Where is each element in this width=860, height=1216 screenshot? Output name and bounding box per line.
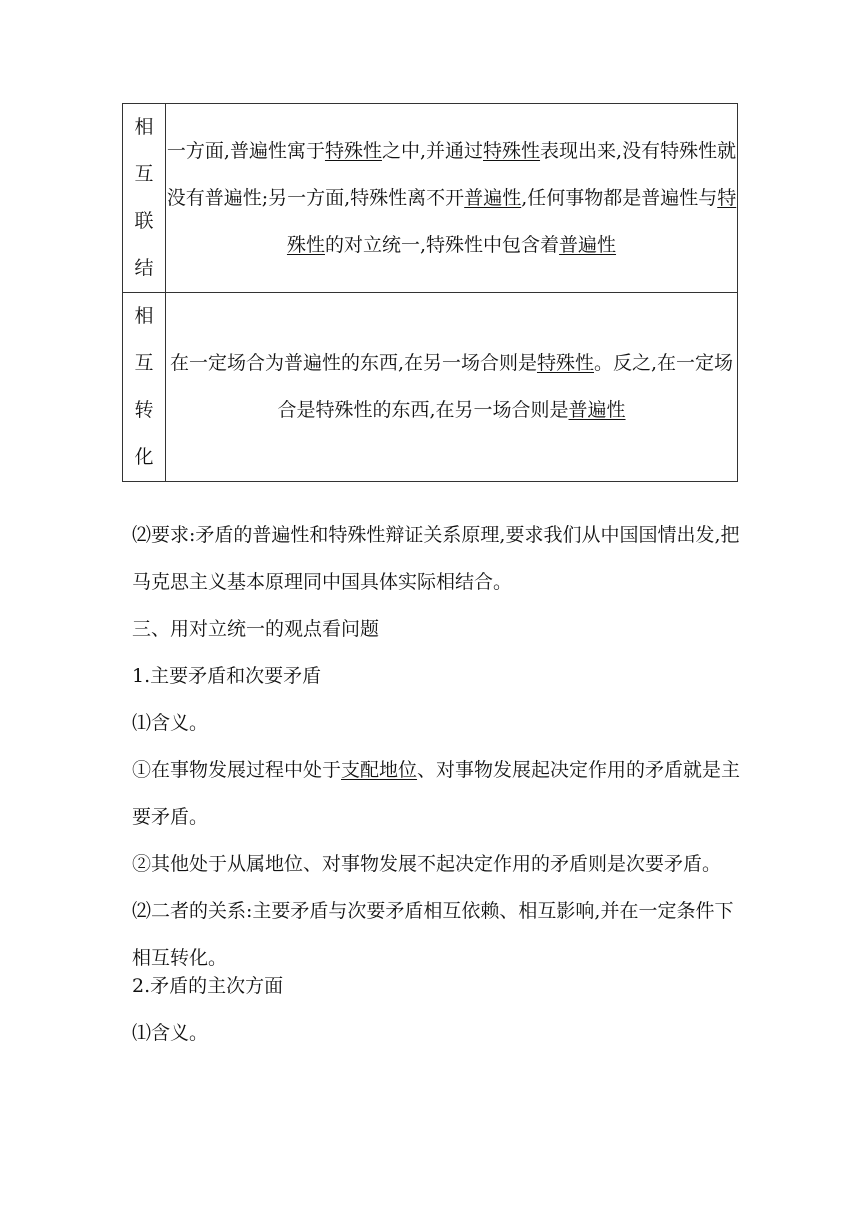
row-content-mutual-connection [166, 104, 738, 293]
text-segment: ②其他处于从属地位、对事物发展不起决定作用的矛盾则是次要矛盾。 [132, 853, 722, 875]
label-char: 互 [134, 163, 154, 185]
text-segment: 一方面,普遍性寓于 [166, 139, 325, 162]
text-segment: ①在事物发展过程中处于 [132, 759, 342, 781]
row-label-mutual-transformation [123, 293, 166, 482]
underlined-term: 普遍性 [464, 186, 522, 209]
text-segment: 表现出来,没有特殊性就没有普遍性;另一方面,特殊性离不开 [166, 139, 737, 209]
item-meaning-2 [132, 1010, 744, 1057]
relationship-table [122, 103, 738, 482]
text-segment: ⑴含义。 [132, 1022, 209, 1044]
row-content-mutual-transformation [166, 293, 738, 482]
table-row-mutual-transformation [123, 293, 738, 482]
underlined-term: 普遍性 [568, 399, 626, 421]
label-char: 结 [134, 257, 154, 279]
text-segment: 。反之,在一定场合是特殊性的东西,在另一场合则是 [277, 352, 734, 421]
underlined-term: 特殊性 [324, 139, 382, 162]
underlined-term: 特殊性 [483, 139, 541, 162]
underlined-term: 特殊性 [536, 352, 594, 374]
text-segment: 之中,并通过 [381, 139, 484, 162]
text-segment: ⑵要求:矛盾的普遍性和特殊性辩证关系原理,要求我们从中国国情出发,把马克思主义基本原理同中国具体实际相结合。 [132, 524, 740, 593]
label-char: 化 [134, 446, 154, 468]
text-segment: ⑴含义。 [132, 712, 209, 734]
text-segment: ,任何事物都是普遍性与 [521, 186, 718, 209]
underlined-term: 普遍性 [559, 233, 617, 256]
item-meaning-1 [132, 700, 744, 747]
row-label-mutual-connection [123, 104, 166, 293]
text-segment: 的对立统一,特殊性中包含着 [324, 233, 560, 256]
table-row-mutual-connection [123, 104, 738, 293]
paragraph-secondary-contradiction [132, 841, 752, 888]
section-heading-3 [132, 606, 744, 653]
subheading-main-secondary-contradiction [132, 653, 744, 700]
label-char: 联 [134, 210, 154, 232]
text-segment: ⑵二者的关系:主要矛盾与次要矛盾相互依赖、相互影响,并在一定条件下相互转化。 [132, 900, 734, 969]
label-char: 互 [134, 352, 154, 374]
text-segment: 1.主要矛盾和次要矛盾 [132, 665, 322, 687]
paragraph-main-contradiction [132, 747, 744, 841]
label-char: 相 [134, 116, 154, 138]
paragraph-requirement [132, 512, 744, 606]
text-segment: 、对事物发展起决定作用的矛盾就是主要矛盾。 [132, 759, 741, 828]
text-segment: 三、用对立统一的观点看问题 [132, 618, 380, 640]
underlined-term: 特殊性 [286, 186, 737, 256]
underlined-term: 支配地位 [341, 759, 418, 781]
text-segment: 2.矛盾的主次方面 [132, 975, 284, 997]
label-char: 转 [134, 399, 154, 421]
text-segment: 在一定场合为普遍性的东西,在另一场合则是 [169, 352, 537, 374]
label-char: 相 [134, 305, 154, 327]
subheading-primary-secondary-aspects [132, 963, 744, 1010]
